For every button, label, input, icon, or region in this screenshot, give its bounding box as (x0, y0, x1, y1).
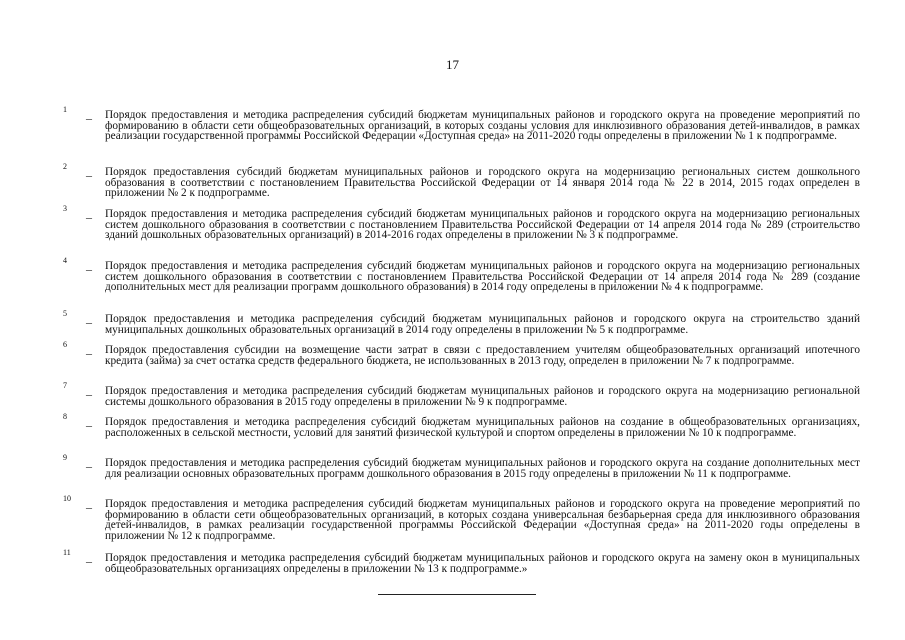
footnote-text: Порядок предоставления субсидий бюджетам муниципальных районов и городского округа на модернизацию региональных систем дошкольного образования в соответствии с постановлением Правительства Российской Федерации от 14 января 2014 года № 22 в 2014, 2015 годах определен в приложении № 2 к подпрограмме. (105, 166, 860, 200)
footnote-dash: – (86, 168, 92, 182)
footnote-text: Порядок предоставления и методика распределения субсидий бюджетам муниципальных районов и городского округа на модернизацию региональных систем дошкольного образования в соответствии с постановлением Правительства Российской Федерации от 14 апреля 2014 года № 289 (строительство зданий дошкольных образовательных организаций) в 2014-2016 годах определены в приложении № 3 к подпрограмме. (105, 208, 860, 242)
footnote-number: 6 (63, 340, 67, 349)
footnote-number: 3 (63, 204, 67, 213)
page-number: 17 (446, 57, 459, 72)
footnote-dash: – (86, 346, 92, 360)
footnote-text: Порядок предоставления и методика распределения субсидий бюджетам муниципальных районов и городского округа на замену окон в муниципальных общеобразовательных организациях определены в приложении № 13 к подпрограмме.» (105, 552, 860, 575)
footnote-number: 7 (63, 381, 67, 390)
footnote-number: 10 (63, 494, 71, 503)
footnote-dash: – (86, 315, 92, 329)
footnote-number: 4 (63, 256, 67, 265)
footnote-number: 2 (63, 162, 67, 171)
footnote-number: 9 (63, 453, 67, 462)
footnote-dash: – (86, 262, 92, 276)
footnote-number: 8 (63, 412, 67, 421)
footnote-text: Порядок предоставления и методика распределения субсидий бюджетам муниципальных районов и городского округа на модернизацию региональной системы дошкольного образования в 2015 году определены в приложении № 9 к подпрограмме. (105, 385, 860, 408)
footnote-dash: – (86, 387, 92, 401)
footnote-dash: – (86, 500, 92, 514)
closing-separator-line (378, 594, 536, 595)
footnote-dash: – (86, 459, 92, 473)
footnote-number: 1 (63, 105, 67, 114)
footnote-number: 5 (63, 309, 67, 318)
footnote-dash: – (86, 554, 92, 568)
footnote-dash: – (86, 111, 92, 125)
footnote-dash: – (86, 418, 92, 432)
footnote-text: Порядок предоставления и методика распределения субсидий бюджетам муниципальных районов на создание в общеобразовательных организациях, расположенных в сельской местности, условий для занятий физической культурой и спортом определены в приложении № 10 к подпрограмме. (105, 416, 860, 439)
footnote-text: Порядок предоставления и методика распределения субсидий бюджетам муниципальных районов и городского округа на строительство зданий муниципальных дошкольных образовательных организаций в 2014 году определены в приложении № 5 к подпрограмме. (105, 313, 860, 336)
footnote-text: Порядок предоставления субсидии на возмещение части затрат в связи с предоставлением учителям общеобразовательных организаций ипотечного кредита (займа) за счет остатка средств федерального бюджета, не использованных в 2013 году, определен в приложении № 7 к подпрограмме. (105, 344, 860, 367)
footnote-text: Порядок предоставления и методика распределения субсидий бюджетам муниципальных районов и городского округа на создание дополнительных мест для реализации основных образовательных программ дошкольного образования в 2015 году определены в приложении № 11 к подпрограмме. (105, 457, 860, 480)
footnote-text: Порядок предоставления и методика распределения субсидий бюджетам муниципальных районов и городского округа на модернизацию региональных систем дошкольного образования в соответствии с постановлением Правительства Российской Федерации от 14 апреля 2014 года № 289 (создание дополнительных мест для реализации программ дошкольного образования) в 2014 году определены в приложении № 4 к подпрограмме. (105, 260, 860, 294)
footnote-number: 11 (63, 548, 71, 557)
footnote-dash: – (86, 210, 92, 224)
footnote-text: Порядок предоставления и методика распределения субсидий бюджетам муниципальных районов и городского округа на проведение мероприятий по формированию в области сети общеобразовательных организаций, в которых создана универсальная безбарьерная среда для инклюзивного образования детей-инвалидов, в рамках реализации государственной программы Российской Федерации «Доступная среда» на 2011-2020 годы определены в приложении № 12 к подпрограмме. (105, 498, 860, 542)
footnote-text: Порядок предоставления и методика распределения субсидий бюджетам муниципальных районов и городского округа на проведение мероприятий по формированию в области сети общеобразовательных организаций, в которых созданы условия для инклюзивного образования детей-инвалидов, в рамках реализации государственной программы Российской Федерации «Доступная среда» на 2011-2020 годы определены в приложении № 1 к подпрограмме. (105, 109, 860, 143)
